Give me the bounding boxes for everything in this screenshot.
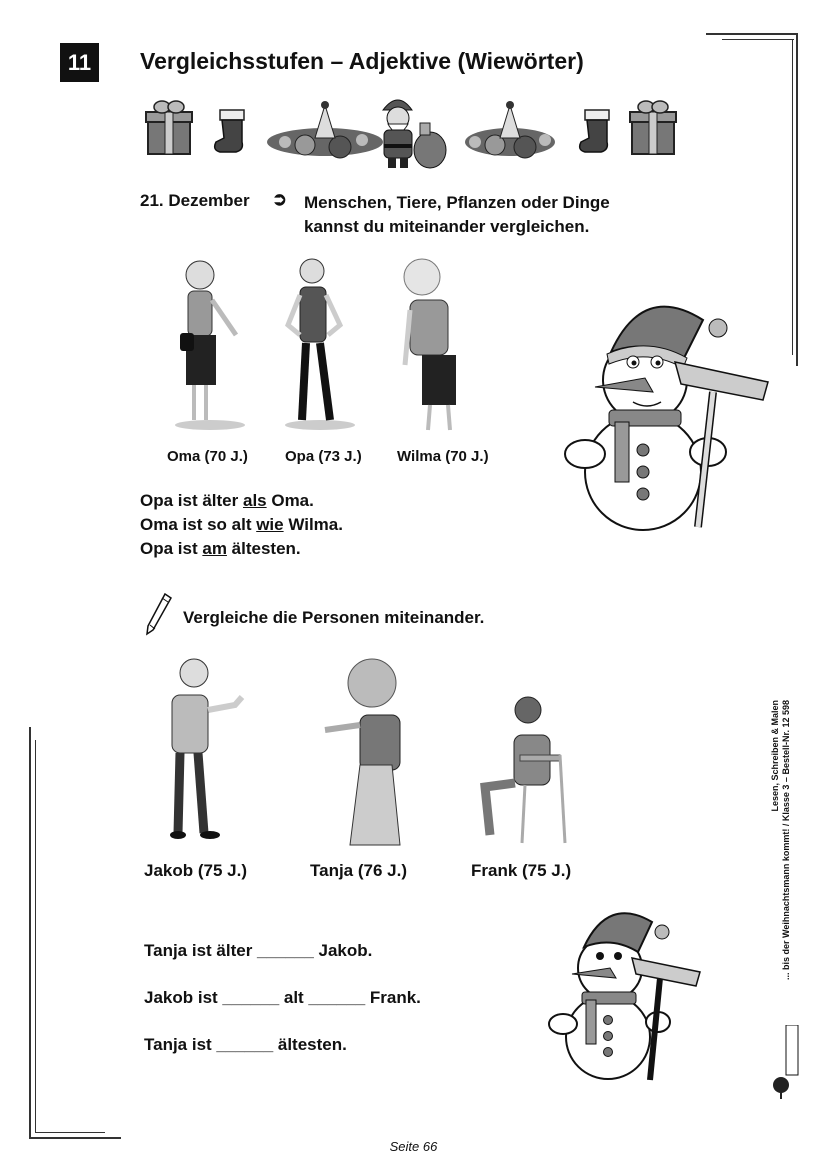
opa-figure [285, 259, 355, 430]
frame-top-right [706, 33, 798, 35]
sentence-text: Wilma. [283, 515, 343, 534]
snowman-icon [563, 292, 773, 532]
ornament-wreath-icon [465, 101, 555, 158]
frame-top-right-inner [722, 39, 794, 40]
task-people-illustration [160, 655, 580, 850]
tanja-figure [325, 659, 400, 845]
sentence-keyword: wie [256, 515, 284, 534]
frame-bottom-inner [35, 1132, 105, 1133]
snowman-icon [548, 902, 704, 1082]
example-people-illustration [160, 255, 480, 435]
person-caption: Oma (70 J.) [167, 448, 248, 465]
sentence-keyword: als [242, 491, 267, 510]
arrow-icon: ➲ [272, 189, 288, 209]
decoration-strip [140, 90, 680, 175]
sentence-text: Oma ist so alt [140, 515, 257, 534]
person-caption: Tanja (76 J.) [310, 861, 407, 880]
gift-icon [630, 101, 676, 154]
chapter-number: 11 [60, 43, 99, 82]
page-number: Seite 66 [389, 1139, 438, 1154]
fill-in-sentence[interactable]: Jakob ist ______ alt ______ Frank. [144, 988, 421, 1007]
person-caption: Frank (75 J.) [471, 861, 572, 880]
side-text-block [770, 700, 792, 1020]
example-sentence [140, 491, 314, 511]
frank-figure [485, 697, 565, 843]
santa-icon [383, 100, 446, 168]
fill-in-sentence[interactable]: Tanja ist ______ ältesten. [144, 1035, 347, 1054]
fill-in-sentence[interactable]: Tanja ist älter ______ Jakob. [144, 941, 373, 960]
sentence-text: Opa ist [140, 539, 203, 558]
side-text-line: ... bis der Weihnachtsmann kommt! / Klasse 3 – Bestell-Nr. 12 598 [781, 700, 791, 980]
sentence-text: ältesten. [226, 539, 301, 558]
ornament-wreath-icon [267, 101, 383, 158]
oma-figure [175, 261, 245, 430]
pencil-icon [145, 592, 173, 636]
sentence-keyword: am [202, 539, 227, 558]
sentence-text: Opa ist älter [140, 491, 243, 510]
gift-icon [146, 101, 192, 154]
date-label: 21. Dezember [140, 191, 250, 210]
example-sentence [140, 515, 343, 535]
frame-left-inner [35, 740, 36, 1132]
frame-right [796, 33, 798, 366]
intro-line: Menschen, Tiere, Pflanzen oder Dinge [304, 193, 610, 212]
publisher-logo [772, 1025, 802, 1100]
example-sentence [140, 539, 301, 559]
task-instruction: Vergleiche die Personen miteinander. [183, 608, 485, 627]
person-caption: Jakob (75 J.) [144, 861, 247, 880]
wilma-figure [404, 259, 456, 430]
person-caption: Wilma (70 J.) [397, 448, 489, 465]
jakob-figure [170, 659, 242, 839]
intro-line: kannst du miteinander vergleichen. [304, 217, 590, 236]
frame-left [29, 727, 31, 1139]
stocking-icon [580, 110, 609, 152]
frame-right-inner [792, 39, 793, 355]
side-publisher-text [770, 700, 810, 1020]
person-caption: Opa (73 J.) [285, 448, 362, 465]
page-title: Vergleichsstufen – Adjektive (Wiewörter) [140, 48, 584, 74]
side-text-line: Lesen, Schreiben & Malen [770, 700, 780, 812]
intro-text [304, 191, 610, 239]
sentence-text: Oma. [266, 491, 314, 510]
stocking-icon [215, 110, 244, 152]
